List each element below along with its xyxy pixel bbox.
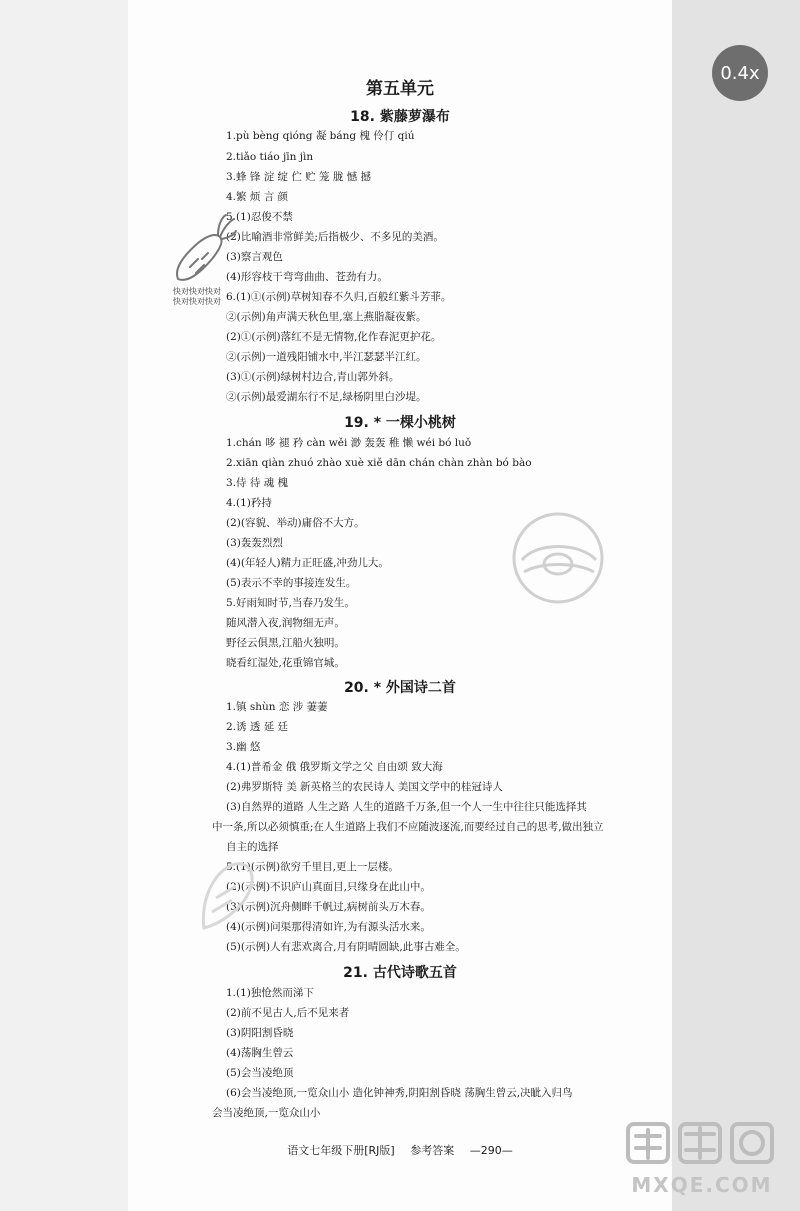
answer-line: (3)自然界的道路 人生之路 人生的道路千万条,但一个人一生中往往只能选择其 bbox=[226, 801, 587, 813]
answer-line: (3)轰轰烈烈 bbox=[226, 537, 283, 549]
answer-line: 自主的选择 bbox=[226, 841, 279, 853]
answer-line: (2)(容貌、举动)庸俗不大方。 bbox=[226, 517, 365, 529]
answer-line: 1.镇 shùn 恋 涉 萋萋 bbox=[226, 701, 328, 713]
answer-line: ②(示例)角声满天秋色里,塞上燕脂凝夜紫。 bbox=[226, 311, 427, 323]
answer-line: ②(示例)最爱湖东行不足,绿杨阴里白沙堤。 bbox=[226, 391, 427, 403]
answer-line: 2.诱 透 延 廷 bbox=[226, 721, 289, 733]
doodle-caption: 快对快对快对 快对快对快对 bbox=[173, 287, 221, 306]
answer-line: 2.xiān qiàn zhuó zhào xuè xiě dān chán chàn zhàn bó bào bbox=[226, 457, 532, 469]
section-title: 21. 古代诗歌五首 bbox=[343, 965, 457, 981]
zoom-level-button[interactable]: 0.4x bbox=[712, 45, 768, 101]
answer-line: 1.pù bèng qióng 凝 báng 槐 伶仃 qiú bbox=[226, 130, 415, 142]
section-title: 18. 紫藤萝瀑布 bbox=[350, 109, 450, 125]
answer-line: 3.蜂 锋 淀 绽 伫 贮 笼 胧 憾 撼 bbox=[226, 171, 372, 183]
viewer-left-margin bbox=[0, 0, 128, 1211]
watermark-text: MXQE.COM bbox=[631, 1173, 773, 1197]
carrot-doodle-icon bbox=[168, 213, 238, 285]
answer-line: (2)弗罗斯特 美 新英格兰的农民诗人 美国文学中的桂冠诗人 bbox=[226, 781, 503, 793]
answer-line: (5)会当凌绝顶 bbox=[226, 1067, 294, 1079]
answer-line: (4)荡胸生曾云 bbox=[226, 1047, 294, 1059]
answer-line: (2)①(示例)落红不是无情物,化作春泥更护花。 bbox=[226, 331, 442, 343]
answer-line: 5.好雨知时节,当春乃发生。 bbox=[226, 597, 355, 609]
answer-line: 5.(1)忍俊不禁 bbox=[226, 211, 293, 223]
viewer-right-margin bbox=[672, 0, 800, 1211]
answer-line: ②(示例)一道残阳铺水中,半江瑟瑟半江红。 bbox=[226, 351, 427, 363]
answer-line: 随风潜入夜,润物细无声。 bbox=[226, 617, 345, 629]
answer-line: 4.繁 烦 言 颜 bbox=[226, 191, 289, 203]
answer-line: (4)形容枝干弯弯曲曲、苍劲有力。 bbox=[226, 271, 388, 283]
answer-line: (5)表示不幸的事接连发生。 bbox=[226, 577, 357, 589]
answer-line: 晓看红湿处,花重锦官城。 bbox=[226, 657, 345, 669]
answer-line: (3)(示例)沉舟侧畔千帆过,病树前头万木春。 bbox=[226, 901, 431, 913]
answer-line: (2)前不见古人,后不见来者 bbox=[226, 1007, 350, 1019]
answer-line: 2.tiǎo tiáo jīn jìn bbox=[226, 151, 314, 163]
answer-line: 4.(1)普希金 俄 俄罗斯文学之父 自由颂 致大海 bbox=[226, 761, 443, 773]
watermark-logo-icon bbox=[622, 1120, 782, 1202]
answer-line: (6)会当凌绝顶,一览众山小 造化钟神秀,阴阳割昏晓 荡胸生曾云,决眦入归鸟 bbox=[226, 1087, 573, 1099]
unit-title: 第五单元 bbox=[366, 79, 434, 99]
answer-line: (2)(示例)不识庐山真面目,只缘身在此山中。 bbox=[226, 881, 431, 893]
answer-line: (3)察言观色 bbox=[226, 251, 283, 263]
answer-line: (4)(年轻人)精力正旺盛,冲劲儿大。 bbox=[226, 557, 389, 569]
footer-page-number: —290— bbox=[469, 1144, 513, 1157]
answer-line: (3)①(示例)绿树村边合,青山郭外斜。 bbox=[226, 371, 400, 383]
stamp-icon bbox=[196, 858, 260, 938]
footer-book-title: 语文七年级下册[RJ版] bbox=[287, 1144, 395, 1157]
answer-line: 1.chán 哆 褪 矜 càn wěi 渺 轰轰 稚 懒 wéi bó luǒ bbox=[226, 437, 472, 449]
answer-line: 3.侍 待 魂 槐 bbox=[226, 477, 289, 489]
answer-line: (3)阴阳割昏晓 bbox=[226, 1027, 294, 1039]
answer-line: 会当凌绝顶,一览众山小 bbox=[212, 1107, 321, 1119]
answer-line: 5.(1)(示例)欲穷千里目,更上一层楼。 bbox=[226, 861, 399, 873]
answer-line: 3.幽 悠 bbox=[226, 741, 261, 753]
answer-line: 中一条,所以必须慎重;在人生道路上我们不应随波逐流,而要经过自己的思考,做出独立 bbox=[212, 821, 604, 833]
answer-line: 1.(1)独怆然而涕下 bbox=[226, 987, 314, 999]
answer-line: (4)(示例)问渠那得清如许,为有源头活水来。 bbox=[226, 921, 431, 933]
answer-line: 野径云俱黑,江船火独明。 bbox=[226, 637, 345, 649]
answer-line: 6.(1)①(示例)草树知春不久归,百般红紫斗芳菲。 bbox=[226, 291, 452, 303]
answer-line: (2)比喻酒非常鲜美;后指极少、不多见的美酒。 bbox=[226, 231, 444, 243]
answer-line: (5)(示例)人有悲欢离合,月有阴晴圆缺,此事古难全。 bbox=[226, 941, 466, 953]
footer-label: 参考答案 bbox=[410, 1144, 455, 1157]
stamp-icon bbox=[506, 508, 610, 608]
section-title: 20. * 外国诗二首 bbox=[344, 680, 456, 696]
answer-line: 4.(1)矜持 bbox=[226, 497, 272, 509]
section-title: 19. * 一棵小桃树 bbox=[344, 415, 456, 431]
